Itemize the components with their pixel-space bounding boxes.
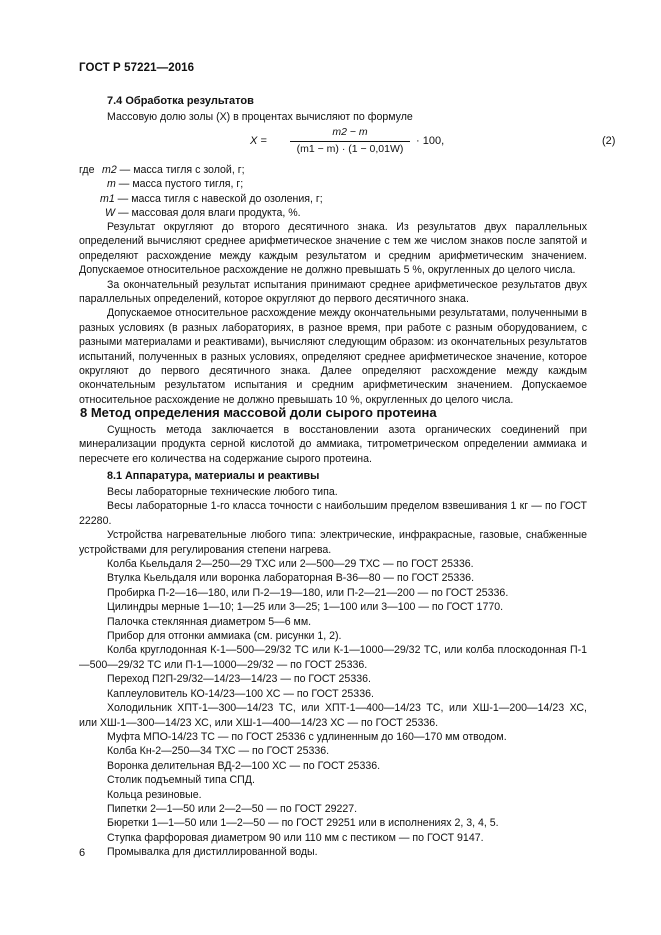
paragraph: Результат округляют до второго десятичного знака. Из результатов двух параллельных определений вычисляют среднее арифметическое значение с тем же числом знаков после запятой и определяют расхождение между каждым результатом и средним арифметическим значением. Допускаемое относительное расхождение не должно превышать 5 %, округленных до целого числа. xyxy=(79,221,587,277)
formula-tail: · 100, xyxy=(416,135,445,147)
section-7-4-intro: Массовую долю золы (X) в процентах вычисляют по формуле xyxy=(107,111,413,123)
definition-symbol: m1 xyxy=(100,193,115,205)
list-item: Устройства нагревательные любого типа: электрические, инфракрасные, газовые, снабженные устройствами для регулирования степени нагрева. xyxy=(79,529,587,556)
definition-m1 xyxy=(100,192,323,206)
list-item: Пипетки 2—1—50 или 2—2—50 — по ГОСТ 29227. xyxy=(107,802,358,815)
equation-number: (2) xyxy=(602,135,616,147)
section-8-intro: Сущность метода заключается в восстановлении азота органических соединений при минерализации продукта серной кислотой до аммиака, титрометрическом определении аммиака и пересчете его количества на содержание сырого протеина. xyxy=(79,424,587,465)
formula-numerator: m2 − m xyxy=(332,126,368,138)
formula-2 xyxy=(250,126,616,160)
where-label: где xyxy=(79,164,95,176)
list-item: Колба Кн-2—250—34 ТХС — по ГОСТ 25336. xyxy=(107,745,330,758)
list-item: Кольца резиновые. xyxy=(107,788,202,801)
definition-symbol: m2 xyxy=(102,164,117,176)
list-item: Колба Кьельдаля 2—250—29 ТХС или 2—500—29 ТХС — по ГОСТ 25336. xyxy=(107,558,474,571)
page-number: 6 xyxy=(79,847,86,859)
list-item: Палочка стеклянная диаметром 5—6 мм. xyxy=(107,615,312,628)
list-item: Переход П2П-29/32—14/23—14/23 — по ГОСТ 25336. xyxy=(107,673,371,686)
definition-text: — масса пустого тигля, г; xyxy=(118,178,244,190)
list-item: Колба круглодонная К-1—500—29/32 ТС или К-1—1000—29/32 ТС, или колба плоскодонная П-1—500—29/32 ТС или П-1—1000—29/32 — по ГОСТ 25336. xyxy=(79,644,587,671)
definition-symbol: m xyxy=(107,178,116,190)
definition-text: — массовая доля влаги продукта, %. xyxy=(117,207,301,219)
fraction-bar xyxy=(290,141,410,142)
formula-lhs: X = xyxy=(250,135,267,147)
list-item: Столик подъемный типа СПД. xyxy=(107,774,255,787)
paragraph: Допускаемое относительное расхождение между окончательными результатами, полученными в разных условиях (в разных лабораториях, в разное время, при работе с разным оборудованием, с разными материалами и реактивами), вычисляют следующим образом: из окончательных результатов испытаний, полученных в разных условиях, определяют среднее арифметическое значение, которое округляют до первого десятичного знака. Далее определяют расхождение между каждым окончательным результатом испытания и средним арифметическим значением. Допускаемое относительное расхождение не должно превышать 10 %, округленных до целого числа. xyxy=(79,307,587,406)
list-item: Втулка Кьельдаля или воронка лабораторная В-36—80 — по ГОСТ 25336. xyxy=(107,572,475,585)
definition-text: — масса тигля с золой, г; xyxy=(119,164,245,176)
definition-m2 xyxy=(102,163,245,177)
section-8-title: 8 Метод определения массовой доли сырого протеина xyxy=(80,405,437,420)
list-item: Весы лабораторные 1-го класса точности с наибольшим пределом взвешивания 1 кг — по ГОСТ 22280. xyxy=(79,500,587,527)
list-item: Ступка фарфоровая диаметром 90 или 110 мм с пестиком — по ГОСТ 9147. xyxy=(107,831,484,844)
list-item: Цилиндры мерные 1—10; 1—25 или 3—25; 1—100 или 3—100 — по ГОСТ 1770. xyxy=(107,601,504,614)
list-item: Холодильник ХПТ-1—300—14/23 ТС, или ХПТ-1—400—14/23 ТС, или ХШ-1—200—14/23 ХС, или ХШ-1—300—14/23 ХС, или ХШ-1—400—14/23 ХС — по ГОСТ 25336. xyxy=(79,702,587,729)
list-item: Каплеуловитель КО-14/23—100 ХС — по ГОСТ 25336. xyxy=(107,687,374,700)
equipment-list xyxy=(79,485,587,860)
definition-text: — масса тигля с навеской до озоления, г; xyxy=(117,193,323,205)
section-8-intro-block xyxy=(79,423,587,466)
definition-m xyxy=(107,177,243,191)
standard-code: ГОСТ Р 57221—2016 xyxy=(79,62,195,74)
list-item: Воронка делительная ВД-2—100 ХС — по ГОСТ 25336. xyxy=(107,759,381,772)
paragraph: За окончательный результат испытания принимают среднее арифметическое результатов двух параллельных определений, которое округляют до первого десятичного знака. xyxy=(79,278,587,306)
formula-fraction xyxy=(290,126,410,155)
formula-denominator: (m1 − m) · (1 − 0,01W) xyxy=(296,143,404,155)
section-8-1-title: 8.1 Аппаратура, материалы и реактивы xyxy=(107,470,320,482)
definition-w xyxy=(105,206,301,220)
list-item: Муфта МПО-14/23 ТС — по ГОСТ 25336 с удлиненным до 160—170 мм отводом. xyxy=(107,730,507,743)
list-item: Весы лабораторные технические любого типа. xyxy=(107,486,338,498)
section-7-4-body xyxy=(79,220,587,407)
list-item: Бюретки 1—1—50 или 1—2—50 — по ГОСТ 29251 или в исполнениях 2, 3, 4, 5. xyxy=(107,817,499,830)
list-item: Прибор для отгонки аммиака (см. рисунки 1, 2). xyxy=(107,630,342,643)
definition-symbol: W xyxy=(105,207,115,219)
list-item: Промывалка для дистиллированной воды. xyxy=(107,846,318,859)
list-item: Пробирка П-2—16—180, или П-2—19—180, или П-2—21—200 — по ГОСТ 25336. xyxy=(107,586,509,599)
section-7-4-title: 7.4 Обработка результатов xyxy=(107,95,254,107)
